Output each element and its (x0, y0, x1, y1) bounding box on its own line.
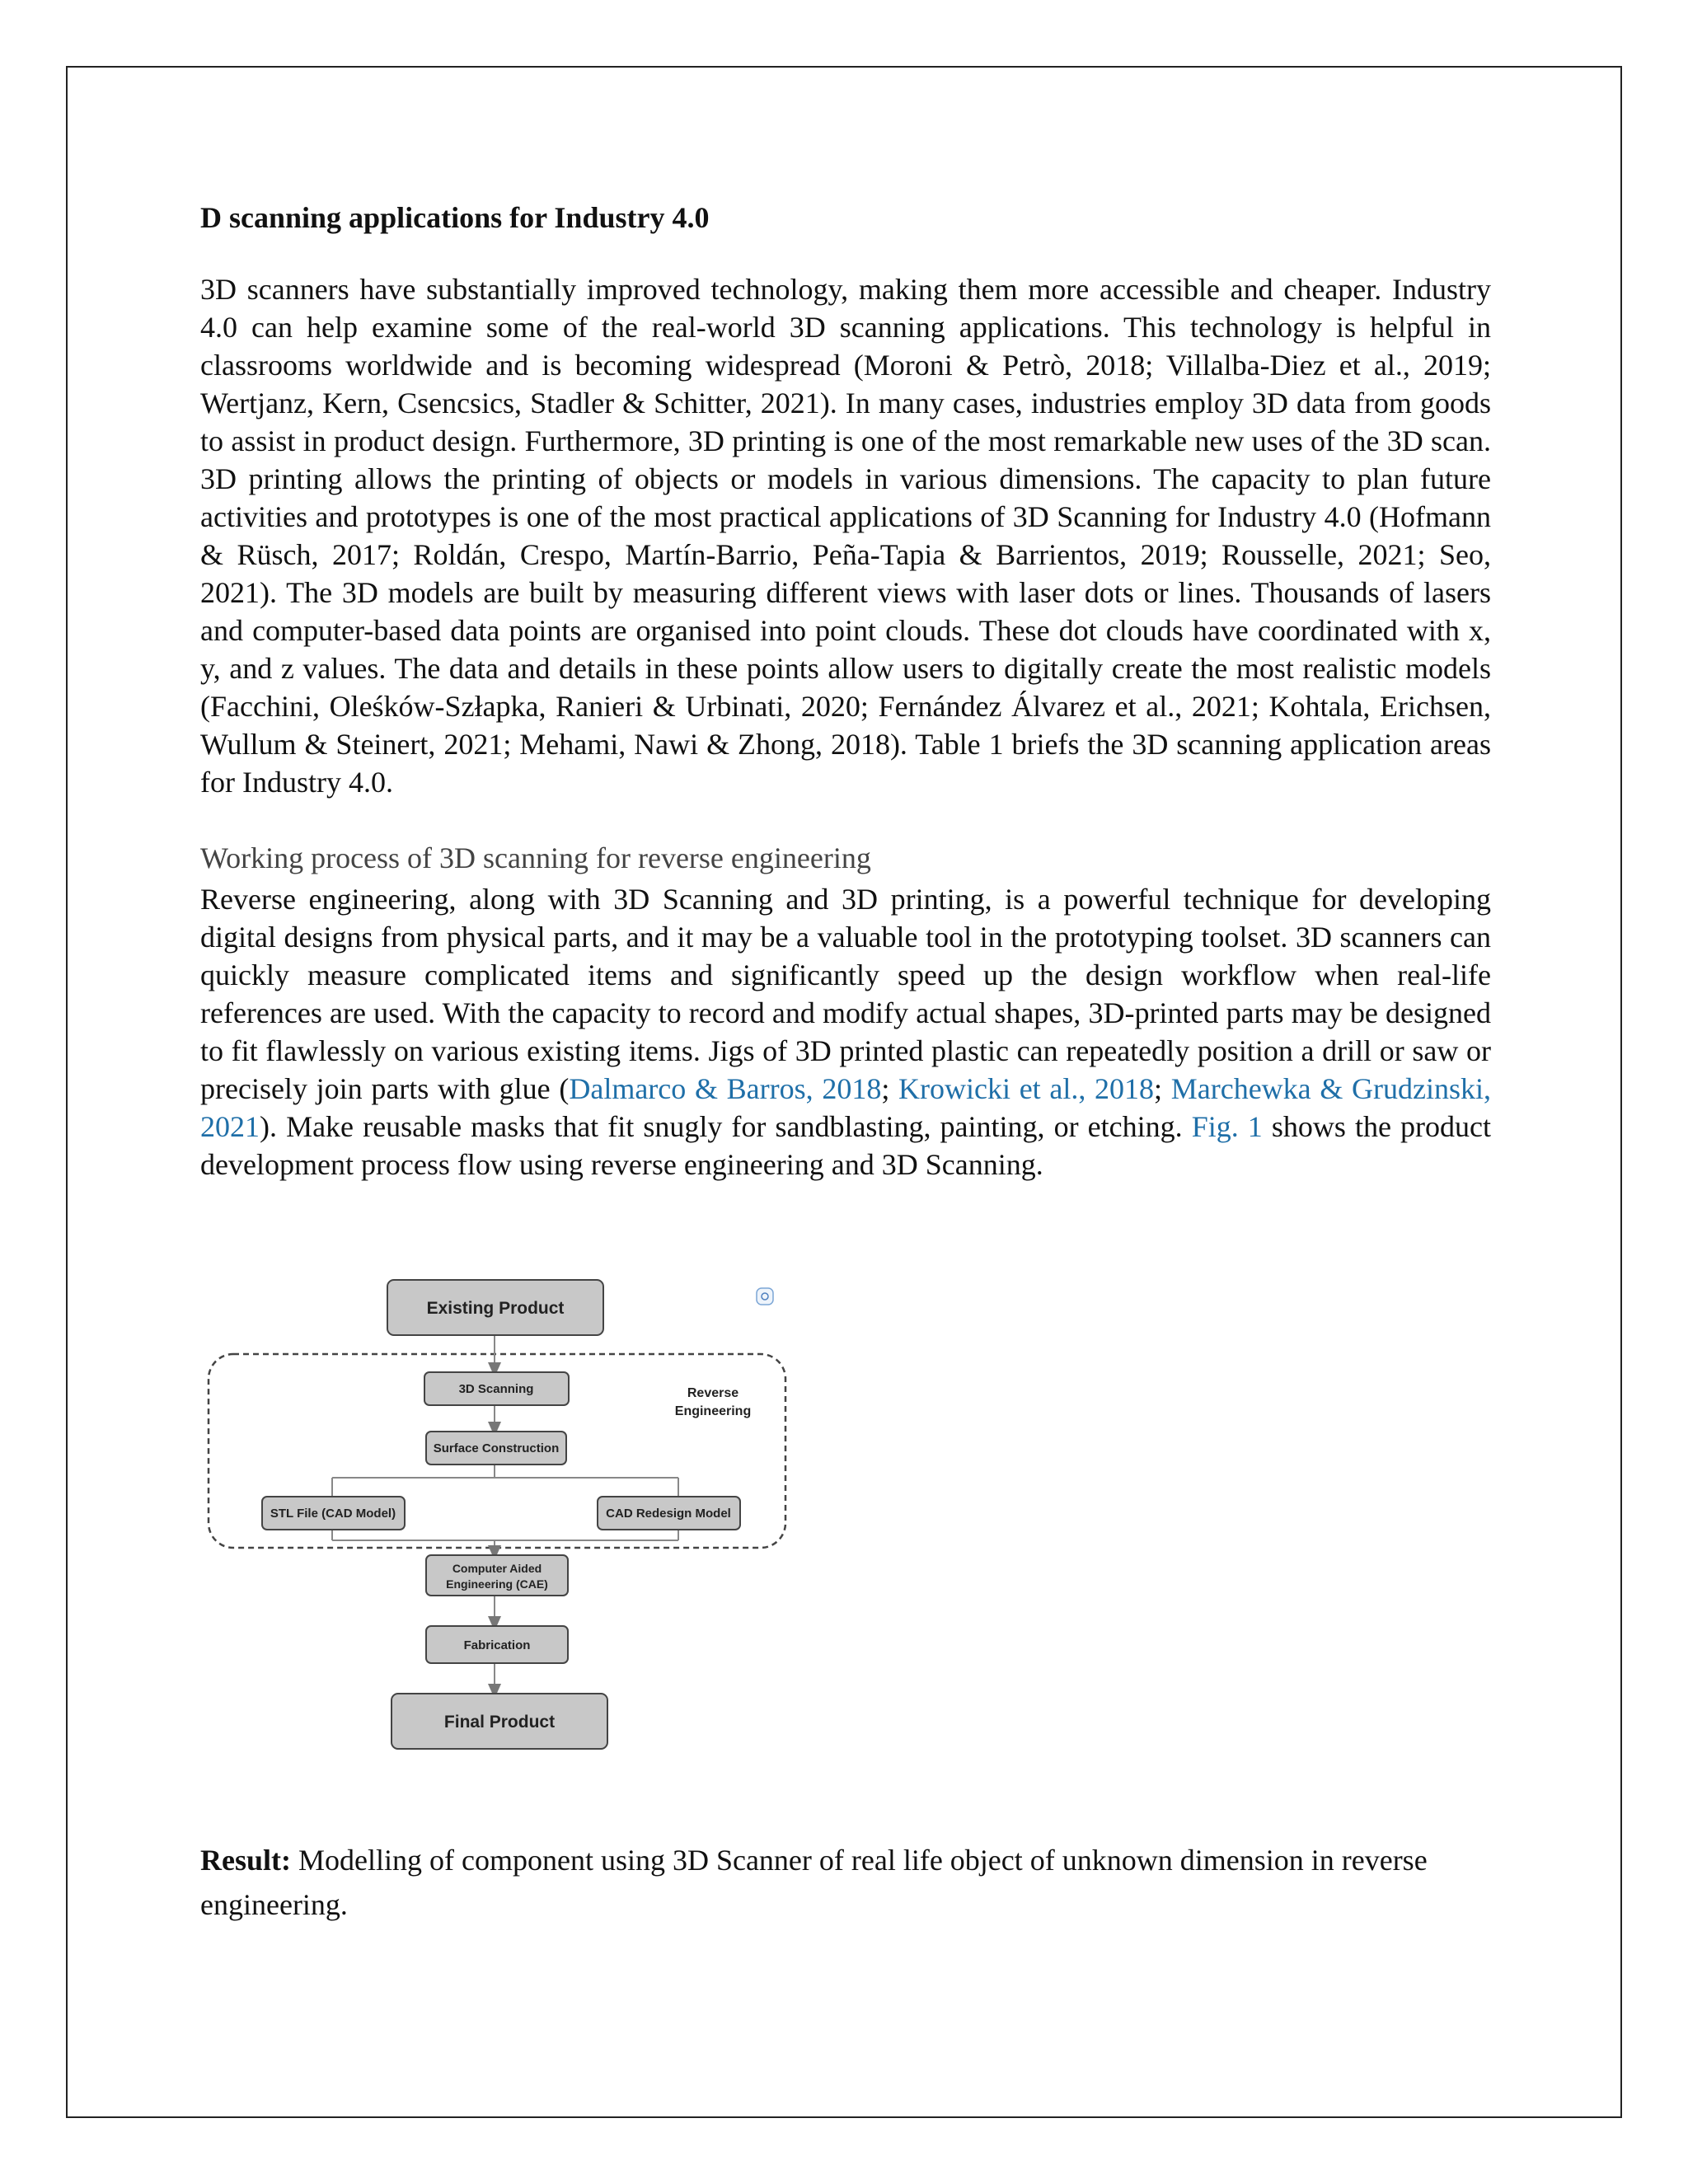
figure-link[interactable]: Fig. 1 (1191, 1110, 1263, 1143)
citation-link-marchewka[interactable]: Marchewka & Grudzinski, 2021 (200, 1072, 1492, 1143)
citation-link-dalmarco[interactable]: Dalmarco & Barros, 2018 (569, 1072, 882, 1105)
paragraph-text: shows the product development process flow using reverse engineering and 3D Scanning. (200, 1110, 1491, 1181)
citation-separator: ; (1154, 1072, 1171, 1105)
result-statement (200, 1838, 1491, 1927)
node-final-product-label: Final Product (443, 1713, 556, 1732)
section-heading: D scanning applications for Industry 4.0 (200, 201, 710, 234)
node-cae-label-line1: Computer Aided (452, 1562, 542, 1575)
citation-separator: ; (881, 1072, 899, 1105)
flowchart-diagram (200, 1272, 794, 1766)
paragraph-reverse-engineering (200, 880, 1491, 1183)
flowchart-figure (200, 1272, 794, 1766)
node-fabrication-label: Fabrication (463, 1638, 531, 1652)
node-surface-construction-label: Surface Construction (433, 1441, 560, 1455)
subsection-heading: Working process of 3D scanning for reverse engineering (200, 841, 871, 874)
node-existing-product-label: Existing Product (426, 1299, 565, 1318)
reverse-engineering-label-line1: Reverse (687, 1386, 739, 1400)
citation-link-krowicki[interactable]: Krowicki et al., 2018 (898, 1072, 1155, 1105)
node-cad-redesign-label: CAD Redesign Model (606, 1507, 731, 1521)
node-3d-scanning-label: 3D Scanning (458, 1382, 534, 1396)
node-cae-label-line2: Engineering (CAE) (446, 1577, 548, 1591)
paragraph-applications: 3D scanners have substantially improved technology, making them more accessible and cheaper. Industry 4.0 can help examine some of the real-world 3D scanning applications. This technology is helpful in classrooms worldwide and is becoming widespread (Moroni & Petrò, 2018; Villalba-Diez et al., 2019; Wertjanz, Kern, Csencsics, Stadler & Schitter, 2021). In many cases, industries employ 3D data from goods to assist in product design. Furthermore, 3D printing is one of the most remarkable new uses of the 3D scan. 3D printing allows the printing of objects or models in various dimensions. The capacity to plan future activities and prototypes is one of the most practical applications of 3D Scanning for Industry 4.0 (Hofmann & Rüsch, 2017; Roldán, Crespo, Martín-Barrio, Peña-Tapia & Barrientos, 2019; Rousselle, 2021; Seo, 2021). The 3D models are built by measuring different views with laser dots or lines. Thousands of lasers and computer-based data points are organised into point clouds. These dot clouds have coordinated with x, y, and z values. The data and details in these points allow users to digitally create the most realistic models (Facchini, Oleśków-Szłapka, Ranieri & Urbinati, 2020; Fernández Álvarez et al., 2021; Kohtala, Erichsen, Wullum & Steinert, 2021; Mehami, Nawi & Zhong, 2018). Table 1 briefs the 3D scanning application areas for Industry 4.0. (200, 273, 1491, 799)
result-label: Result: (200, 1844, 291, 1877)
result-text: Modelling of component using 3D Scanner of real life object of unknown dimension in reverse engineering. (200, 1844, 1428, 1921)
expand-figure-icon[interactable] (757, 1288, 773, 1305)
node-stl-file-label: STL File (CAD Model) (270, 1507, 396, 1521)
reverse-engineering-label-line2: Engineering (674, 1404, 752, 1418)
paragraph-text: ). Make reusable masks that fit snugly for sandblasting, painting, or etching. (260, 1110, 1192, 1143)
paragraph-text: Reverse engineering, along with 3D Scanning and 3D printing, is a powerful technique for developing digital designs from physical parts, and it may be a valuable tool in the prototyping toolset. 3D scanners can quickly measure complicated items and significantly speed up the design workflow when real-life references are used. With the capacity to record and modify actual shapes, 3D-printed parts may be designed to fit flawlessly on various existing items. Jigs of 3D printed plastic can repeatedly position a drill or saw or precisely join parts with glue ( (200, 883, 1491, 1105)
document-body (200, 198, 1491, 1183)
